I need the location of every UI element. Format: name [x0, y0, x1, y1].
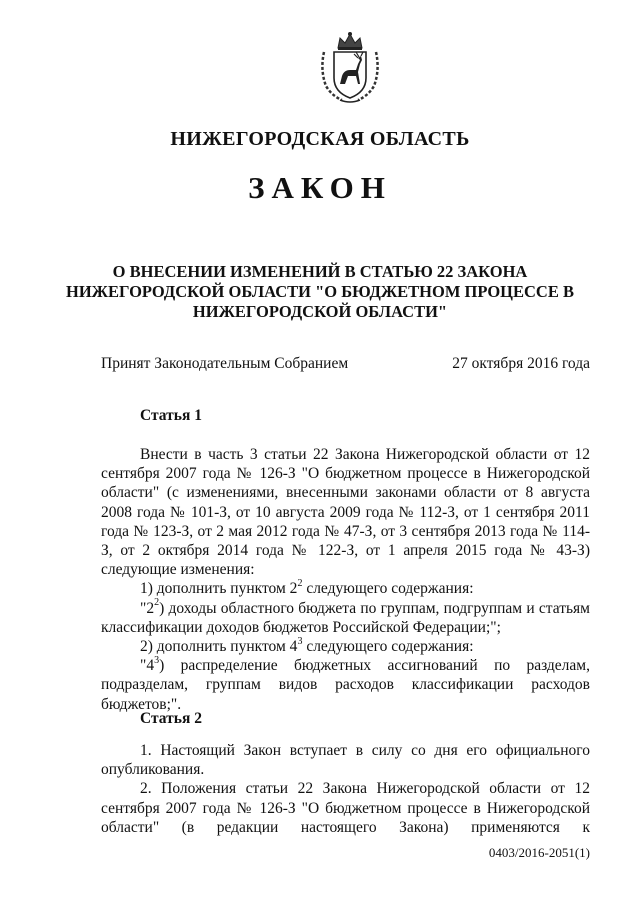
- nizhny-novgorod-coat-of-arms-icon: [318, 30, 382, 104]
- document-type: ЗАКОН: [248, 170, 392, 205]
- article-1-item-2: 2) дополнить пунктом $4^3$ следующего содержания:: [140, 635, 474, 656]
- article-2-heading: Статья 2: [140, 710, 202, 727]
- article-2-paragraph-2: 2. Положения статьи 22 Закона Нижегородской области от 12 сентября 2007 года № 126-З "О бюджетном процессе в Нижегородской области" (в редакции настоящего Закона) применяются к: [101, 780, 590, 836]
- adoption-label: Принят Законодательным Собранием: [101, 355, 349, 372]
- article-2-body: [101, 741, 590, 837]
- adoption-line: [101, 355, 590, 373]
- article-1-quote-1: "$2^2$) доходы областного бюджета по группам, подгруппам и статьям классификации доходов бюджетов Российской Федерации;";: [101, 597, 590, 636]
- region-name: НИЖЕГОРОДСКАЯ ОБЛАСТЬ: [170, 128, 470, 150]
- article-2-paragraph-1: 1. Настоящий Закон вступает в силу со дня его официального опубликования.: [101, 742, 590, 779]
- document-code: 0403/2016-2051(1): [488, 845, 590, 860]
- article-1-heading: Статья 1: [140, 407, 202, 424]
- adoption-date: 27 октября 2016 года: [452, 355, 590, 372]
- article-1-intro: Внести в часть 3 статьи 22 Закона Нижегородской области от 12 сентября 2007 года № 126-З "О бюджетном процессе в Нижегородской области" (с изменениями, внесенными законами области от 8 августа 2008 года № 101-З, от 10 августа 2009 года № 112-З, от 1 сентября 2011 года № 123-З, от 2 мая 2012 года № 47-З, от 3 сентября 2013 года № 114-З, от 2 октября 2014 года № 122-З, от 1 апреля 2015 года № 43-З) следующие изменения:: [101, 446, 590, 579]
- article-1-body: [101, 445, 590, 714]
- article-1-quote-2: "$4^3$) распределение бюджетных ассигнований по разделам, подразделам, группам видов расходов классификации расходов бюджетов;".: [101, 655, 590, 713]
- law-title-line: НИЖЕГОРОДСКОЙ ОБЛАСТИ "О БЮДЖЕТНОМ ПРОЦЕССЕ В: [66, 282, 574, 301]
- law-title-line: О ВНЕСЕНИИ ИЗМЕНЕНИЙ В СТАТЬЮ 22 ЗАКОНА: [112, 262, 528, 281]
- article-1-item-1: 1) дополнить пунктом $2^2$ следующего содержания:: [140, 578, 474, 598]
- law-title-line: НИЖЕГОРОДСКОЙ ОБЛАСТИ": [192, 302, 448, 321]
- law-title: [60, 262, 580, 322]
